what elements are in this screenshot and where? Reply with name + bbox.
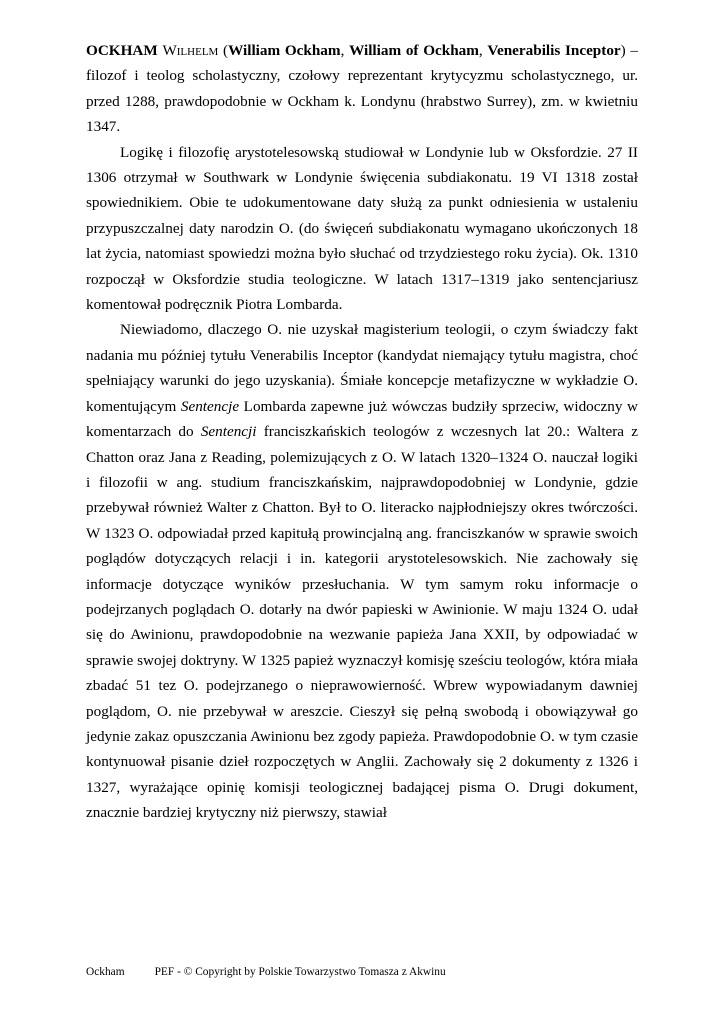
paragraph-career	[86, 317, 638, 825]
separator-2: ,	[478, 42, 488, 59]
career-text-2: Lombarda zapewne już wówczas budziły sprzeciw, widoczny w komentarzach do	[86, 397, 638, 441]
footer-entry-name: Ockham	[86, 966, 125, 978]
paragraph-education: Logikę i filozofię arystotelesowską studiował w Londynie lub w Oksfordzie. 27 II 1306 otrzymał w Southwark w Londynie święcenia subdiakonatu. 19 VI 1318 został spowiednikiem. Obie te udokumentowane daty służą za punkt odniesienia w ustaleniu przypuszczalnej daty narodzin O. (do święceń subdiakonatu wymagano ukończonych 18 lat życia, natomiast spowiedzi można było słuchać od trzydziestego roku życia). Ok. 1310 rozpoczął w Oksfordzie studia teologiczne. W latach 1317–1319 jako sentencjariusz komentował podręcznik Piotra Lombarda.	[86, 143, 638, 314]
open-paren: (	[218, 42, 229, 59]
alt-name-3: Venerabilis Inceptor	[487, 42, 621, 59]
alt-name-2: William of Ockham	[349, 42, 479, 59]
given-name: Wilhelm	[162, 42, 219, 59]
italic-sentencje: Sentencje	[180, 397, 240, 415]
intro-text: ) – filozof i teolog scholastyczny, czołowy reprezentant krytycyzmu scholastycznego, ur. przed 1288, prawdopodobnie w Ockham k. Londynu (hrabstwo Surrey), zm. w kwietniu 1347.	[86, 42, 639, 136]
article-body	[86, 38, 638, 826]
italic-sentencji: Sentencji	[200, 423, 257, 441]
paragraph-intro	[86, 38, 638, 140]
alt-name-1: William Ockham	[228, 42, 341, 59]
page-footer	[86, 965, 446, 979]
footer-copyright: PEF - © Copyright by Polskie Towarzystwo Tomasza z Akwinu	[154, 966, 446, 978]
separator-1: ,	[340, 42, 350, 59]
career-text-3: franciszkańskich teologów z wczesnych lat 20.: Waltera z Chatton oraz Jana z Reading, polemizujących z O. W latach 1320–1324 O. nauczał logiki i filozofii w ang. studium franciszkańskim, najprawdopodobniej w Londynie, gdzie przebywał również Walter z Chatton. Był to O. literacko najpłodniejszy okres twórczości. W 1323 O. odpowiadał przed kapitułą prowincjalną ang. franciszkanów w sprawie swoich poglądów dotyczących relacji i in. kategorii arystotelesowskich. Nie zachowały się informacje dotyczące wyników przesłuchania. W tym samym roku informacje o podejrzanych poglądach O. dotarły na dwór papieski w Awinionie. W maju 1324 O. udał się do Awinionu, prawdopodobnie na wezwanie papieża Jana XXII, by odpowiadać w sprawie swojej doktryny. W 1325 papież wyznaczył komisję sześciu teologów, która miała zbadać 51 tez O. podejrzanego o nieprawowierność. Wbrew wypowiadanym dawniej poglądom, O. nie przebywał w areszcie. Cieszył się pełną swobodą i obowiązywał go jedynie zakaz opuszczania Awinionu bez zgody papieża. Prawdopodobnie O. w tym czasie kontynuował pisanie dzieł rozpoczętych w Anglii. Zachowały się 2 dokumenty z 1326 i 1327, wyrażające opinię komisji teologicznej badającej pisma O. Drugi dokument, znacznie bardziej krytyczny niż pierwszy, stawiał	[86, 423, 638, 822]
career-text-1: Niewiadomo, dlaczego O. nie uzyskał magisterium teologii, o czym świadczy fakt nadania mu później tytułu Venerabilis Inceptor (kandydat niemający tytułu magistra, choć spełniający warunki do jego uzyskania). Śmiałe koncepcje metafizyczne w wykładzie O. komentującym	[86, 321, 638, 415]
headword: OCKHAM	[86, 42, 158, 59]
